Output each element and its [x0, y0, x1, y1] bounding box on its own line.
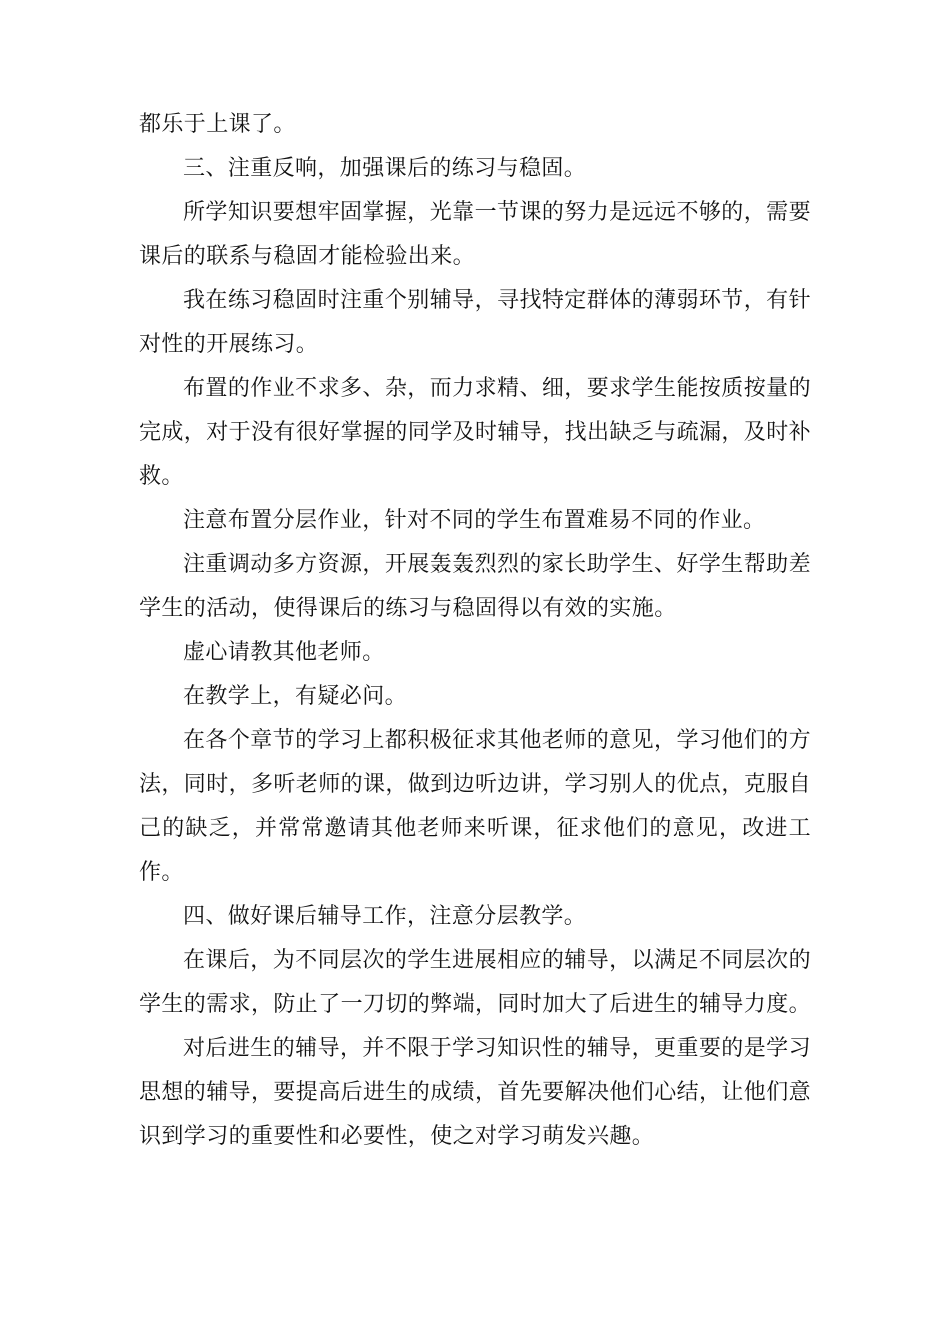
paragraph: 对后进生的辅导，并不限于学习知识性的辅导，更重要的是学习思想的辅导，要提高后进生的成绩，首先要解决他们心结，让他们意识到学习的重要性和必要性，使之对学习萌发兴趣。 — [139, 1036, 812, 1149]
section-heading-3: 三、注重反响，加强课后的练习与稳固。 — [183, 156, 587, 181]
paragraph: 所学知识要想牢固掌握，光靠一节课的努力是远远不够的，需要课后的联系与稳固才能检验出来。 — [139, 200, 811, 269]
paragraph: 注重调动多方资源，开展轰轰烈烈的家长助学生、好学生帮助差学生的活动，使得课后的练习与稳固得以有效的实施。 — [139, 552, 811, 621]
paragraph: 虚心请教其他老师。 — [183, 640, 385, 665]
paragraph: 注意布置分层作业，针对不同的学生布置难易不同的作业。 — [183, 508, 766, 533]
paragraph: 在课后，为不同层次的学生进展相应的辅导，以满足不同层次的学生的需求，防止了一刀切的弊端，同时加大了后进生的辅导力度。 — [139, 948, 812, 1017]
section-heading-4: 四、做好课后辅导工作，注意分层教学。 — [183, 904, 587, 929]
paragraph: 布置的作业不求多、杂，而力求精、细，要求学生能按质按量的完成，对于没有很好掌握的同学及时辅导，找出缺乏与疏漏，及时补救。 — [139, 376, 812, 489]
paragraph-continuation: 都乐于上课了。 — [139, 112, 296, 137]
paragraph: 在各个章节的学习上都积极征求其他老师的意见，学习他们的方法，同时，多听老师的课，做到边听边讲，学习别人的优点，克服自己的缺乏，并常常邀请其他老师来听课，征求他们的意见，改进工作。 — [139, 728, 812, 885]
paragraph: 在教学上，有疑必问。 — [183, 684, 408, 709]
paragraph: 我在练习稳固时注重个别辅导，寻找特定群体的薄弱环节，有针对性的开展练习。 — [139, 288, 811, 357]
document-body — [139, 103, 811, 1159]
